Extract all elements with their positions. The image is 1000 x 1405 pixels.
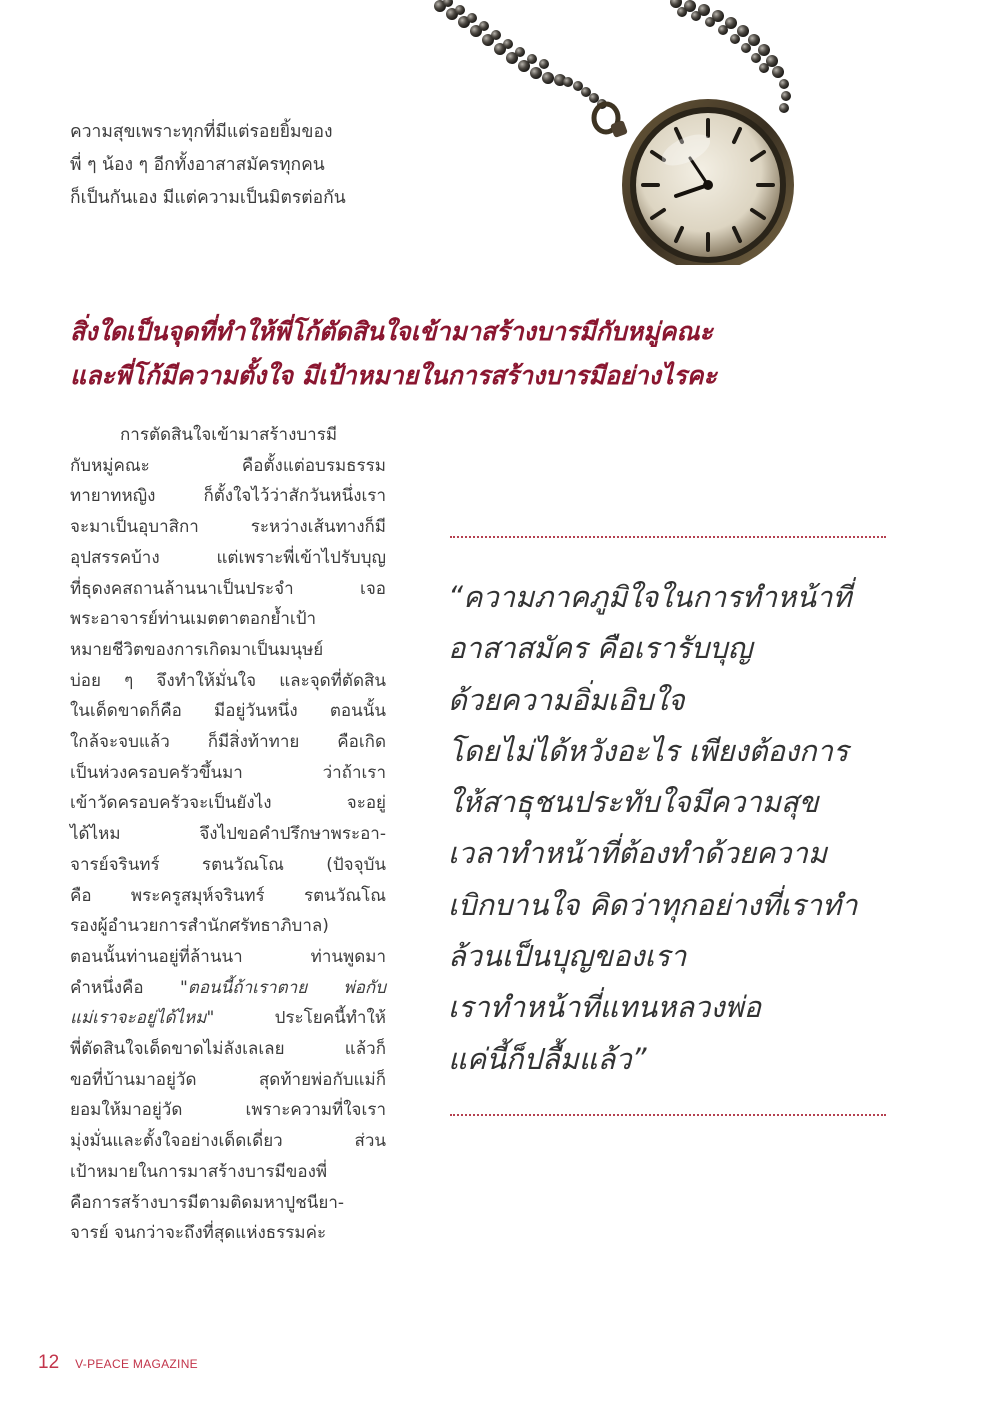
body-line: ตอนนั้นท่านอยู่ที่ล้านนา ท่านพูดมา xyxy=(70,946,386,967)
question-heading xyxy=(70,310,970,398)
intro-line: ก็เป็นกันเอง มีแต่ความเป็นมิตรต่อกัน xyxy=(70,188,346,208)
quoted-speech: แม่เราจะอยู่ได้ไหม" xyxy=(70,1008,215,1029)
pull-quote-divider-top xyxy=(450,536,886,538)
body-line: ทายาทหญิง ก็ตั้งใจไว้ว่าสักวันหนึ่งเรา xyxy=(70,486,386,507)
body-line: บ่อย ๆ จึงทำให้มั่นใจ และจุดที่ตัดสิน xyxy=(70,670,386,691)
body-line: ขอที่บ้านมาอยู่วัด สุดท้ายพ่อกับแม่ก็ xyxy=(70,1069,386,1090)
body-text-span: ประโยคนี้ทำให้ xyxy=(214,1008,386,1029)
quote-line: ด้วยความอิ่มเอิบใจ xyxy=(448,682,685,717)
body-line: ใกล้จะจบแล้ว ก็มีสิ่งท้าทาย คือเกิด xyxy=(70,732,386,753)
pull-quote-divider-bottom xyxy=(450,1114,886,1116)
body-line: ยอมให้มาอยู่วัด เพราะความที่ใจเรา xyxy=(70,1100,386,1121)
body-line: ที่ธุดงคสถานล้านนาเป็นประจำ เจอ xyxy=(70,578,386,599)
body-line xyxy=(70,1003,386,1034)
quote-line: ล้วนเป็นบุญของเรา xyxy=(448,939,687,974)
body-line: เป้าหมายในการมาสร้างบารมีของพี่ xyxy=(70,1161,328,1182)
body-line: กับหมู่คณะ คือตั้งแต่อบรมธรรม xyxy=(70,455,386,476)
answer-body xyxy=(70,420,386,1249)
body-line: เข้าวัดครอบครัวจะเป็นยังไง จะอยู่ xyxy=(70,793,386,814)
body-line: พี่ตัดสินใจเด็ดขาดไม่ลังเลเลย แล้วก็ xyxy=(70,1039,386,1060)
quote-line: เวลาทำหน้าที่ต้องทำด้วยความ xyxy=(448,836,827,871)
body-line: จะมาเป็นอุบาสิกา ระหว่างเส้นทางก็มี xyxy=(70,517,386,538)
body-text-span: คำหนึ่งคือ xyxy=(70,977,180,998)
body-line: อุปสรรคบ้าง แต่เพราะพี่เข้าไปรับบุญ xyxy=(70,547,386,568)
quote-line: โดยไม่ได้หวังอะไร เพียงต้องการ xyxy=(448,733,849,768)
body-line: หมายชีวิตของการเกิดมาเป็นมนุษย์ xyxy=(70,639,324,660)
intro-line: พี่ ๆ น้อง ๆ อีกทั้งอาสาสมัครทุกคน xyxy=(70,155,325,175)
question-line: และพี่โก้มีความตั้งใจ มีเป้าหมายในการสร้างบารมีอย่างไรคะ xyxy=(70,361,717,390)
quote-line: เบิกบานใจ คิดว่าทุกอย่างที่เราทำ xyxy=(448,887,858,922)
quoted-speech: "ตอนนี้ถ้าเราตาย พ่อกับ xyxy=(179,977,386,998)
page-footer xyxy=(38,1352,198,1376)
pocket-watch-photo xyxy=(418,0,888,265)
intro-line: ความสุขเพราะทุกที่มีแต่รอยยิ้มของ xyxy=(70,122,333,142)
body-line: คือการสร้างบารมีตามติดมหาปูชนียา- xyxy=(70,1192,345,1213)
body-line: ได้ไหม จึงไปขอคำปรึกษาพระอา- xyxy=(70,824,386,845)
question-line: สิ่งใดเป็นจุดที่ทำให้พี่โก้ตัดสินใจเข้ามาสร้างบารมีกับหมู่คณะ xyxy=(70,317,713,346)
magazine-name: V-PEACE MAGAZINE xyxy=(75,1357,198,1371)
body-line xyxy=(70,973,386,1004)
quote-line: ให้สาธุชนประทับใจมีความสุข xyxy=(448,785,819,820)
quote-line: อาสาสมัคร คือเรารับบุญ xyxy=(448,631,753,666)
body-line: มุ่งมั่นและตั้งใจอย่างเด็ดเดี่ยว ส่วน xyxy=(70,1131,386,1152)
intro-paragraph xyxy=(70,116,400,215)
pull-quote xyxy=(448,572,918,1085)
body-line: จารย์ จนกว่าจะถึงที่สุดแห่งธรรมค่ะ xyxy=(70,1223,327,1244)
body-line: คือ พระครูสมุห์จรินทร์ รตนวัณโณ xyxy=(70,885,386,906)
body-line: เป็นห่วงครอบครัวขึ้นมา ว่าถ้าเรา xyxy=(70,762,386,783)
quote-line: เราทำหน้าที่แทนหลวงพ่อ xyxy=(448,990,762,1025)
body-line: จารย์จรินทร์ รตนวัณโณ (ปัจจุบัน xyxy=(70,854,386,875)
body-line: รองผู้อำนวยการสำนักศรัทธาภิบาล) xyxy=(70,916,329,937)
body-line: พระอาจารย์ท่านเมตตาตอกย้ำเป้า xyxy=(70,609,317,630)
page-number: 12 xyxy=(38,1352,60,1373)
quote-line: แค่นี้ก็ปลื้มแล้ว” xyxy=(448,1041,647,1076)
quote-line: “ความภาคภูมิใจในการทำหน้าที่ xyxy=(448,580,852,614)
body-line: การตัดสินใจเข้ามาสร้างบารมี xyxy=(120,425,338,445)
body-line: ในเด็ดขาดก็คือ มีอยู่วันหนึ่ง ตอนนั้น xyxy=(70,701,386,722)
